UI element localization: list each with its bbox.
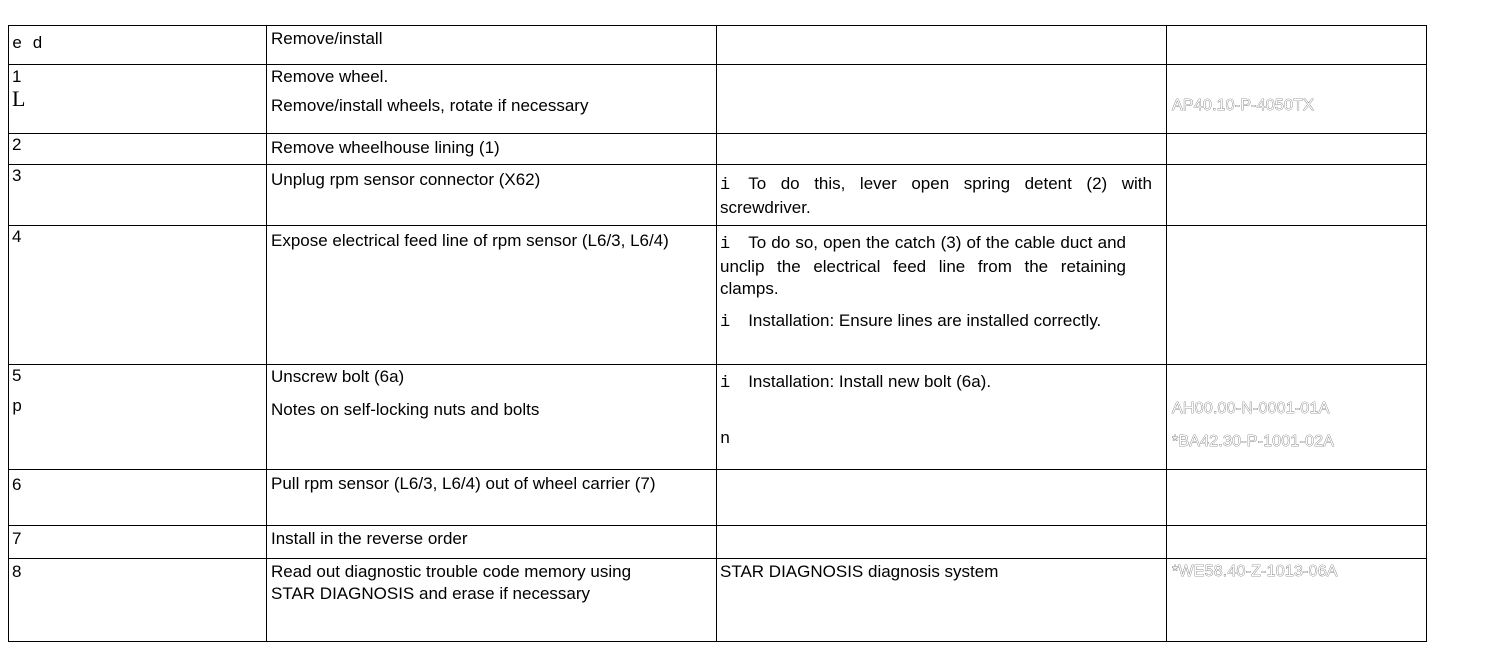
step-number: 5 <box>12 366 22 385</box>
description-link[interactable]: Remove/install wheels, rotate if necessary <box>271 96 589 115</box>
description-text: Remove/install <box>271 29 383 48</box>
reference-cell <box>1167 365 1427 470</box>
note-cell <box>717 470 1167 526</box>
note-cell <box>717 65 1167 134</box>
table-row <box>9 559 1427 642</box>
description-cell <box>267 559 717 642</box>
description-text: Remove wheelhouse lining (1) <box>271 138 500 157</box>
note-cell <box>717 559 1167 642</box>
step-symbol: p <box>12 398 23 417</box>
description-cell <box>267 526 717 559</box>
info-icon: i <box>720 313 731 332</box>
table-row <box>9 470 1427 526</box>
table-row <box>9 526 1427 559</box>
step-label: e d <box>12 35 43 54</box>
note-text: Installation: Ensure lines are installed correctly. <box>748 311 1102 330</box>
step-cell <box>9 65 267 134</box>
description-cell <box>267 65 717 134</box>
reference-cell <box>1167 526 1427 559</box>
reference-cell <box>1167 134 1427 165</box>
step-cell <box>9 134 267 165</box>
step-cell <box>9 526 267 559</box>
note-text: To do this, lever open spring detent (2) with screwdriver. <box>720 174 1152 217</box>
reference-code[interactable]: *WE58.40-Z-1013-06A <box>1172 563 1338 580</box>
note-marker: n <box>720 430 731 449</box>
step-cell <box>9 26 267 65</box>
step-number: 6 <box>12 475 22 494</box>
reference-cell <box>1167 470 1427 526</box>
description-text: Pull rpm sensor (L6/3, L6/4) out of wheel carrier (7) <box>271 474 656 493</box>
step-cell <box>9 365 267 470</box>
step-cell <box>9 165 267 226</box>
info-icon: i <box>720 176 731 195</box>
description-cell <box>267 134 717 165</box>
description-text: Read out diagnostic trouble code memory using STAR DIAGNOSIS and erase if necessary <box>271 562 632 603</box>
table-row <box>9 365 1427 470</box>
step-number: 4 <box>12 227 22 246</box>
description-text: Expose electrical feed line of rpm sensor (L6/3, L6/4) <box>271 231 669 250</box>
note-cell <box>717 526 1167 559</box>
reference-code[interactable]: *BA42.30-P-1001-02A <box>1172 433 1335 450</box>
step-number: 3 <box>12 166 22 185</box>
info-icon: i <box>720 235 731 254</box>
note-cell <box>717 134 1167 165</box>
table-row <box>9 226 1427 365</box>
description-text: Unscrew bolt (6a) <box>271 367 405 386</box>
reference-cell <box>1167 165 1427 226</box>
info-icon: i <box>720 374 731 393</box>
reference-cell <box>1167 65 1427 134</box>
procedure-table <box>8 25 1427 642</box>
step-cell <box>9 470 267 526</box>
procedure-sheet <box>8 25 1427 642</box>
description-cell <box>267 226 717 365</box>
description-link[interactable]: Notes on self-locking nuts and bolts <box>271 400 540 419</box>
description-cell <box>267 470 717 526</box>
table-row <box>9 26 1427 65</box>
reference-code[interactable]: AP40.10-P-4050TX <box>1172 97 1314 114</box>
step-symbol: L <box>12 86 26 111</box>
note-cell <box>717 26 1167 65</box>
step-number: 7 <box>12 529 22 548</box>
reference-cell <box>1167 226 1427 365</box>
note-link[interactable]: STAR DIAGNOSIS diagnosis system <box>720 562 999 581</box>
description-cell <box>267 165 717 226</box>
reference-code[interactable]: AH00.00-N-0001-01A <box>1172 400 1330 417</box>
reference-cell <box>1167 559 1427 642</box>
step-number: 8 <box>12 562 22 581</box>
note-cell <box>717 165 1167 226</box>
description-text: Remove wheel. <box>271 67 389 86</box>
note-text: Installation: Install new bolt (6a). <box>748 372 992 391</box>
step-cell <box>9 559 267 642</box>
step-cell <box>9 226 267 365</box>
table-row <box>9 134 1427 165</box>
step-number: 1 <box>12 67 22 86</box>
description-cell <box>267 365 717 470</box>
step-number: 2 <box>12 135 22 154</box>
description-cell <box>267 26 717 65</box>
table-row <box>9 165 1427 226</box>
note-text: To do so, open the catch (3) of the cable duct and unclip the electrical feed line from the retaining clamps. <box>720 233 1126 298</box>
description-text: Install in the reverse order <box>271 529 468 548</box>
reference-cell <box>1167 26 1427 65</box>
note-cell <box>717 365 1167 470</box>
table-row <box>9 65 1427 134</box>
note-cell <box>717 226 1167 365</box>
description-text: Unplug rpm sensor connector (X62) <box>271 170 541 189</box>
